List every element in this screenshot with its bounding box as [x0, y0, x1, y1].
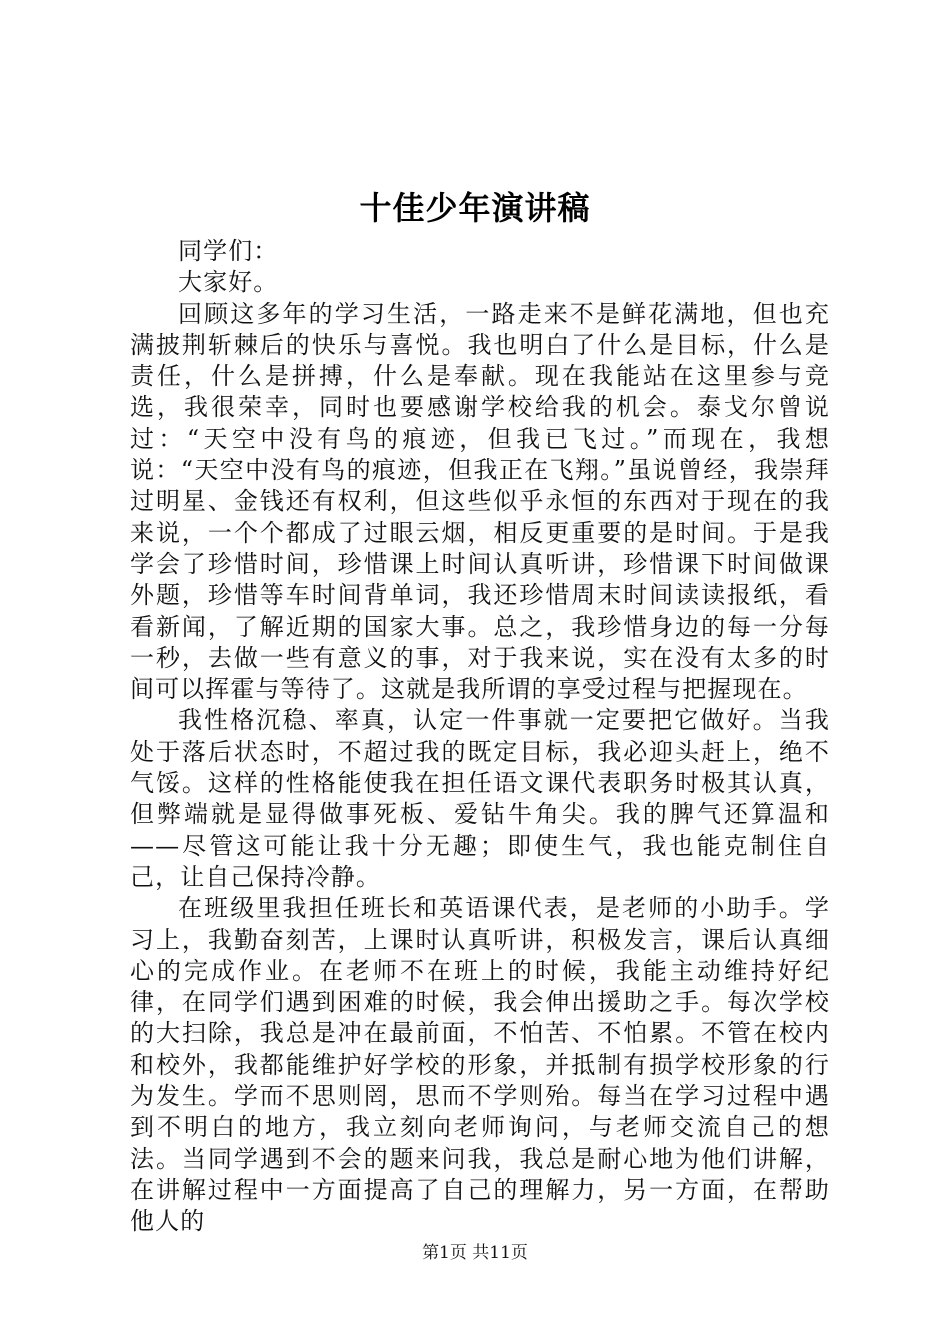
- body-paragraph: 我性格沉稳、率真，认定一件事就一定要把它做好。当我处于落后状态时，不超过我的既定目标，我必迎头赶上，绝不气馁。这样的性格能使我在担任语文课代表职务时极其认真，但弊端就是显得做事死板、爱钻牛角尖。我的脾气还算温和——尽管这可能让我十分无趣；即使生气，我也能克制住自己，让自己保持冷静。: [130, 706, 830, 891]
- salutation-paragraph: 大家好。: [178, 268, 279, 297]
- body-paragraph: 回顾这多年的学习生活，一路走来不是鲜花满地，但也充满披荆斩棘后的快乐与喜悦。我也明白了什么是目标，什么是责任，什么是拼搏，什么是奉献。现在我能站在这里参与竞选，我很荣幸，同时也要感谢学校给我的机会。泰戈尔曾说过：“天空中没有鸟的痕迹，但我已飞过。”而现在，我想说：“天空中没有鸟的痕迹，但我正在飞翔。”虽说曾经，我崇拜过明星、金钱还有权利，但这些似乎永恒的东西对于现在的我来说，一个个都成了过眼云烟，相反更重要的是时间。于是我学会了珍惜时间，珍惜课上时间认真听讲，珍惜课下时间做课外题，珍惜等车时间背单词，我还珍惜周末时间读读报纸，看看新闻，了解近期的国家大事。总之，我珍惜身边的每一分每一秒，去做一些有意义的事，对于我来说，实在没有太多的时间可以挥霍与等待了。这就是我所谓的享受过程与把握现在。: [130, 299, 830, 704]
- document-body: [130, 236, 830, 1238]
- document-title: 十佳少年演讲稿: [359, 189, 591, 227]
- page-footer: 第1页 共11页: [422, 1243, 528, 1263]
- body-paragraph: 在班级里我担任班长和英语课代表，是老师的小助手。学习上，我勤奋刻苦，上课时认真听讲，积极发言，课后认真细心的完成作业。在老师不在班上的时候，我能主动维持好纪律，在同学们遇到困难的时候，我会伸出援助之手。每次学校的大扫除，我总是冲在最前面，不怕苦、不怕累。不管在校内和校外，我都能维护好学校的形象，并抵制有损学校形象的行为发生。学而不思则罔，思而不学则殆。每当在学习过程中遇到不明白的地方，我立刻向老师询问，与老师交流自己的想法。当同学遇到不会的题来问我，我总是耐心地为他们讲解，在讲解过程中一方面提高了自己的理解力，另一方面，在帮助他人的: [130, 894, 830, 1236]
- greeting-paragraph: 同学们：: [178, 237, 279, 265]
